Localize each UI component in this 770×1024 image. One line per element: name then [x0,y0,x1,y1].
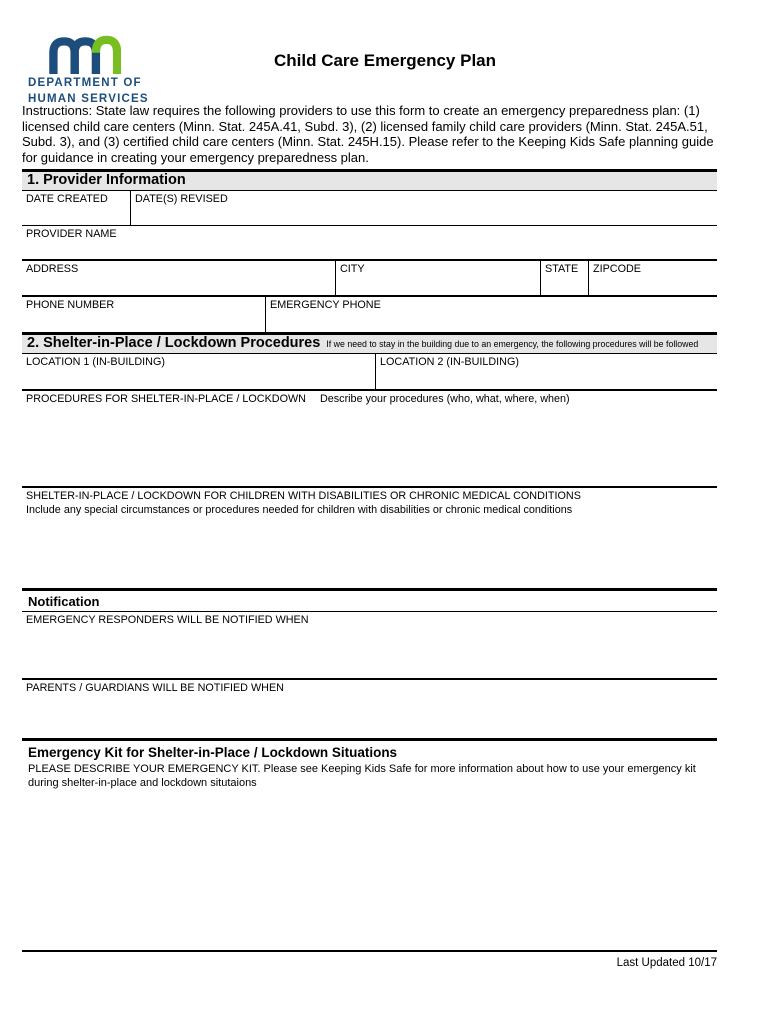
phone-number-field[interactable] [22,297,265,332]
date-created-label: DATE CREATED [26,193,108,206]
instructions-text: Instructions: State law requires the following providers to use this form to create an emergency preparedness plan: (1) licensed child care centers (Minn. Stat. 245A.41, Subd. 3), (2) licensed family child care providers (Minn. Stat. 245A.51, Subd. 3), and (3) certified child care centers (Minn. Stat. 245H.15). Please refer to the Keeping Kids Safe planning guide for guidance in creating your emergency preparedness plan. [22,103,714,165]
section-provider-heading: 1. Provider Information [22,169,717,191]
location2-label: LOCATION 2 (IN-BUILDING) [380,356,519,369]
section-shelter-heading-note: If we need to stay in the building due to an emergency, the following procedures will be followed [326,339,699,350]
row-phones [22,297,717,332]
state-field[interactable] [540,261,588,295]
date-created-field[interactable] [22,191,130,225]
provider-name-label: PROVIDER NAME [26,228,117,241]
zipcode-field[interactable] [588,261,717,295]
location1-field[interactable] [22,354,375,389]
emergency-phone-label: EMERGENCY PHONE [270,299,381,312]
kit-description-field[interactable]: PLEASE DESCRIBE YOUR EMERGENCY KIT. Please see Keeping Kids Safe for more information about how to use your emergency kit during shelter-in-place and lockdown situtaions [28,763,696,790]
row-provider-name [22,226,717,261]
phone-number-label: PHONE NUMBER [26,299,115,312]
provider-name-field[interactable] [22,226,717,259]
section-shelter-heading [22,332,717,354]
last-updated-text: Last Updated 10/17 [616,957,717,969]
section-notification-heading: Notification [22,588,717,612]
row-dates [22,191,717,226]
logo-dept-line1: DEPARTMENT OF [28,77,142,89]
address-label: ADDRESS [26,263,79,276]
section-shelter-heading-text: 2. Shelter-in-Place / Lockdown Procedures [27,335,321,352]
dates-revised-label: DATE(S) REVISED [135,193,228,206]
section-kit [22,738,717,791]
page-title: Child Care Emergency Plan [273,51,497,70]
responders-notified-label: EMERGENCY RESPONDERS WILL BE NOTIFIED WHEN [26,614,309,627]
page-footer [22,950,717,969]
zipcode-label: ZIPCODE [593,263,641,276]
parents-notified-field[interactable] [22,680,717,738]
procedures-hint: Describe your procedures (who, what, where, when) [319,393,570,406]
state-label: STATE [545,263,579,276]
location1-label: LOCATION 1 (IN-BUILDING) [26,356,165,369]
city-field[interactable] [335,261,540,295]
responders-notified-field[interactable] [22,612,717,680]
parents-notified-label: PARENTS / GUARDIANS WILL BE NOTIFIED WHEN [26,682,284,695]
procedures-field[interactable] [22,391,717,488]
procedures-label: PROCEDURES FOR SHELTER-IN-PLACE / LOCKDOWN [26,393,306,406]
row-locations [22,354,717,391]
city-label: CITY [340,263,365,276]
row-address [22,261,717,297]
logo-dept-line2: HUMAN SERVICES [28,93,149,106]
disabilities-label: SHELTER-IN-PLACE / LOCKDOWN FOR CHILDREN WITH DISABILITIES OR CHRONIC MEDICAL CONDITIONS [26,490,581,503]
location2-field[interactable] [375,354,717,389]
disabilities-field[interactable] [22,488,717,588]
section-kit-heading: Emergency Kit for Shelter-in-Place / Lockdown Situations [28,745,398,761]
form-body [22,103,717,791]
dates-revised-field[interactable] [130,191,717,225]
disabilities-hint: Include any special circumstances or procedures needed for children with disabilities or chronic medical conditions [26,503,573,516]
emergency-phone-field[interactable] [265,297,717,332]
address-field[interactable] [22,261,335,295]
